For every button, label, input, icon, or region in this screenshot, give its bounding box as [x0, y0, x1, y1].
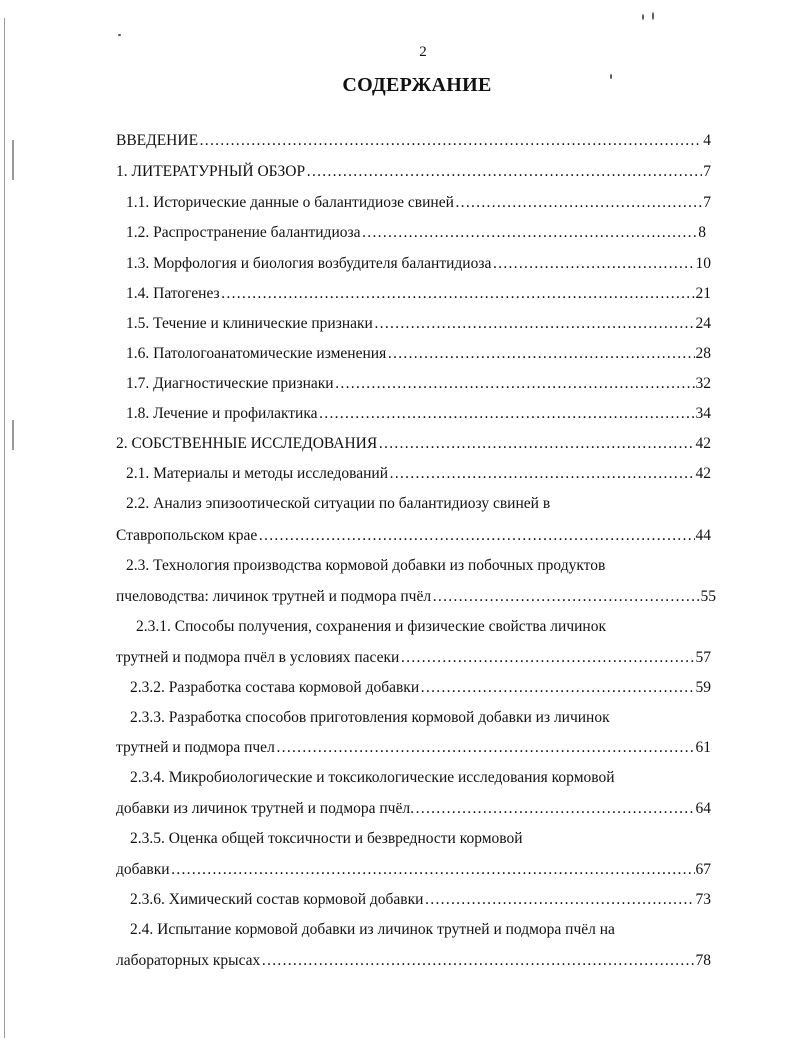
toc-entry[interactable] — [126, 223, 706, 243]
toc-entry[interactable] — [116, 738, 711, 758]
toc-leader — [400, 648, 694, 668]
toc-entry-title: 2.1. Материалы и методы исследований — [126, 465, 389, 482]
toc-entry[interactable] — [126, 404, 711, 424]
page-title: СОДЕРЖАНИЕ — [342, 74, 492, 96]
toc-entry[interactable] — [126, 374, 711, 394]
toc-entry-page: 24 — [695, 315, 711, 332]
toc-leader — [261, 951, 694, 971]
toc-leader — [455, 193, 702, 213]
toc-leader — [492, 254, 694, 274]
toc-entry-title: трутней и подмора пчел — [116, 739, 275, 756]
toc-entry-title: добавки из личинок трутней и подмора пчёл. — [116, 800, 414, 817]
toc-entry-page: 7 — [703, 194, 711, 211]
toc-entry-title: 1. ЛИТЕРАТУРНЫЙ ОБЗОР — [116, 163, 306, 180]
toc-entry[interactable] — [126, 344, 711, 364]
toc-leader — [420, 678, 694, 698]
toc-entry[interactable] — [116, 526, 711, 546]
toc-entry-title: 1.3. Морфология и биология возбудителя балантидиоза — [126, 255, 492, 272]
toc-entry-title-line1: 2.3.5. Оценка общей токсичности и безвредности кормовой — [130, 830, 523, 847]
toc-entry-title: 2.3.6. Химический состав кормовой добавки — [130, 891, 424, 908]
toc-entry[interactable] — [130, 890, 711, 910]
toc-entry-title: 1.8. Лечение и профилактика — [126, 405, 318, 422]
toc-entry[interactable] — [116, 648, 711, 668]
toc-leader — [415, 799, 695, 819]
toc-entry-title: 1.6. Патологоанатомические изменения — [126, 345, 387, 362]
toc-entry-title: 1.7. Диагностические признаки — [126, 375, 334, 392]
toc-entry-page: 44 — [695, 527, 711, 544]
toc-entry-title: трутней и подмора пчёл в условиях пасеки — [116, 649, 400, 666]
toc-entry[interactable] — [116, 951, 711, 971]
toc-entry-title: лабораторных крысах — [116, 952, 261, 969]
toc-entry-page: 28 — [695, 345, 711, 362]
toc-leader — [199, 131, 702, 151]
toc-entry[interactable] — [126, 314, 711, 334]
toc-entry-title: 1.2. Распространение балантидиоза — [126, 224, 361, 241]
toc-leader — [171, 860, 695, 880]
toc-entry[interactable] — [126, 284, 711, 304]
toc-entry-title: 2. СОБСТВЕННЫЕ ИССЛЕДОВАНИЯ — [116, 435, 378, 452]
toc-entry-page: 67 — [695, 861, 711, 878]
toc-entry-title: 1.4. Патогенез — [126, 285, 220, 302]
toc-entry[interactable] — [116, 131, 711, 151]
toc-entry[interactable] — [116, 799, 711, 819]
toc-entry-title: ВВЕДЕНИЕ — [116, 132, 199, 149]
toc-entry-title-line1: 2.3.3. Разработка способов приготовления кормовой добавки из личинок — [130, 709, 610, 726]
toc-entry-title: пчеловодства: личинок трутней и подмора пчёл — [116, 588, 432, 605]
toc-entry-page: 7 — [703, 163, 711, 180]
toc-leader — [306, 162, 702, 182]
toc-entry-title-line1: 2.2. Анализ эпизоотической ситуации по балантидиозу свиней в — [126, 495, 551, 512]
toc-leader — [378, 434, 694, 454]
toc-entry-page: 78 — [695, 952, 711, 969]
toc-entry-title-line1: 2.3. Технология производства кормовой добавки из побочных продуктов — [126, 557, 606, 574]
toc-leader — [387, 344, 694, 364]
toc-entry-title: добавки — [116, 861, 170, 878]
toc-entry-page: 59 — [695, 679, 711, 696]
toc-entry-page: 73 — [695, 891, 711, 908]
toc-leader — [221, 284, 695, 304]
toc-leader — [319, 404, 695, 424]
toc-entry[interactable] — [116, 434, 711, 454]
toc-entry-page: 42 — [695, 465, 711, 482]
toc-entry[interactable] — [116, 587, 716, 607]
toc-entry[interactable] — [126, 464, 711, 484]
toc-entry-page: 64 — [695, 800, 711, 817]
toc-entry-page: 42 — [695, 435, 711, 452]
toc-entry-page: 10 — [695, 255, 711, 272]
toc-entry-title: Ставропольском крае — [116, 527, 258, 544]
toc-entry[interactable] — [130, 678, 711, 698]
toc-entry-title-line1: 2.4. Испытание кормовой добавки из личинок трутней и подмора пчёл на — [130, 921, 615, 938]
toc-leader — [335, 374, 695, 394]
toc-entry-page: 32 — [695, 375, 711, 392]
toc-entry-page: 8 — [698, 224, 706, 241]
toc-entry-page: 21 — [695, 285, 711, 302]
toc-entry[interactable] — [116, 860, 711, 880]
toc-leader — [374, 314, 695, 334]
toc-entry-page: 61 — [695, 739, 711, 756]
toc-entry[interactable] — [126, 193, 711, 213]
toc-entry-page: 4 — [703, 132, 711, 149]
toc-entry-title-line1: 2.3.4. Микробиологические и токсикологические исследования кормовой — [130, 769, 615, 786]
toc-entry-title-line1: 2.3.1. Способы получения, сохранения и физические свойства личинок — [136, 618, 606, 635]
toc-leader — [276, 738, 695, 758]
page-number: 2 — [419, 44, 427, 60]
toc-entry-title: 1.1. Исторические данные о балантидиозе свиней — [126, 194, 454, 211]
toc-leader — [432, 587, 699, 607]
toc-leader — [362, 223, 698, 243]
toc-leader — [258, 526, 694, 546]
toc-leader — [389, 464, 694, 484]
toc-entry[interactable] — [116, 162, 711, 182]
toc-entry[interactable] — [126, 254, 711, 274]
toc-entry-title: 1.5. Течение и клинические признаки — [126, 315, 373, 332]
toc-entry-page: 34 — [695, 405, 711, 422]
toc-entry-page: 55 — [700, 588, 716, 605]
toc-entry-title: 2.3.2. Разработка состава кормовой добавки — [130, 679, 420, 696]
toc-entry-page: 57 — [695, 649, 711, 666]
toc-leader — [424, 890, 694, 910]
